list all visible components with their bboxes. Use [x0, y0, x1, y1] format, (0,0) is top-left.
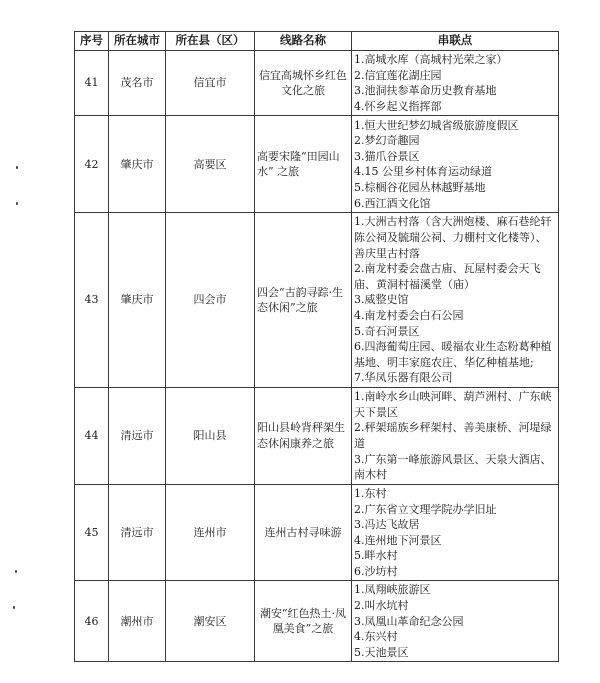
row-route: 四会“古韵寻踪·生态休闲”之旅 [255, 213, 352, 388]
row-county: 高要区 [166, 116, 255, 213]
point-item: 2.南龙村委会盘古庙、瓦屋村委会天飞庙、黄洞村福溪堂（庙） [354, 262, 541, 291]
row-points [352, 51, 559, 116]
point-item: 3.威整史馆 [354, 293, 409, 307]
point-item: 2.广东省立文理学院办学旧址 [354, 502, 497, 516]
table-row [75, 116, 559, 213]
row-city: 清远市 [109, 484, 166, 581]
point-item: 2.秤架瑶族乡秤架村、善美康桥、河堤绿道 [354, 421, 552, 450]
header-city: 所在城市 [109, 32, 166, 51]
row-route: 信宜高城怀乡红色文化之旅 [255, 51, 352, 116]
point-item: 6.四海葡萄庄园、暖福农业生态粉葛种植基地、明丰家庭农庄、华亿种植基地; [354, 340, 552, 369]
scan-speck [13, 606, 15, 609]
point-item: 4.怀乡起义指挥部 [354, 99, 442, 113]
point-item: 4.东兴村 [354, 630, 398, 644]
point-item: 1.恒大世纪梦幻城省级旅游度假区 [354, 118, 519, 132]
row-county: 信宜市 [166, 51, 255, 116]
scan-speck [15, 570, 17, 573]
point-item: 5.畔水村 [354, 549, 398, 563]
row-route: 高要宋隆“田园山水” 之旅 [255, 116, 352, 213]
row-no: 44 [75, 387, 109, 484]
header-route: 线路名称 [255, 32, 352, 51]
point-item: 1.东村 [354, 486, 387, 500]
row-no: 41 [75, 51, 109, 116]
row-city: 肇庆市 [109, 213, 166, 388]
point-item: 3.池洞扶参革命历史教育基地 [354, 84, 497, 98]
point-item: 4.南龙村委会白石公园 [354, 308, 464, 322]
header-county: 所在县（区） [166, 32, 255, 51]
table-row [75, 387, 559, 484]
row-points [352, 581, 559, 662]
row-county: 潮安区 [166, 581, 255, 662]
table-row [75, 484, 559, 581]
point-item: 1.南岭水乡山映河畔、葫芦洲村、广东峡天下景区 [354, 390, 552, 419]
point-item: 2.信宜莲花湖庄园 [354, 68, 442, 82]
point-item: 1.凤翔峡旅游区 [354, 583, 431, 597]
row-route: 阳山县岭背秤架生态休闲康养之旅 [255, 387, 352, 484]
row-city: 茂名市 [109, 51, 166, 116]
table-header-row [75, 32, 559, 51]
row-no: 45 [75, 484, 109, 581]
row-no: 42 [75, 116, 109, 213]
scan-speck [16, 202, 18, 205]
row-points [352, 387, 559, 484]
point-item: 5.棕榈谷花园丛林越野基地 [354, 180, 486, 194]
point-item: 6.沙坊村 [354, 564, 398, 578]
row-city: 清远市 [109, 387, 166, 484]
point-item: 3.猫爪谷景区 [354, 149, 420, 163]
point-item: 3.冯达飞故居 [354, 518, 420, 532]
point-item: 2.梦幻奇趣园 [354, 134, 420, 148]
tourism-route-table [74, 31, 559, 662]
table-row [75, 213, 559, 388]
row-county: 阳山县 [166, 387, 255, 484]
header-no: 序号 [75, 32, 109, 51]
point-item: 2.叫水坑村 [354, 599, 409, 613]
point-item: 5.天池景区 [354, 645, 409, 659]
row-route: 潮安“红色热土·凤凰美食”之旅 [255, 581, 352, 662]
point-item: 1.高城水库（高城村光荣之家） [354, 53, 508, 66]
row-county: 四会市 [166, 213, 255, 388]
row-points [352, 116, 559, 213]
row-no: 46 [75, 581, 109, 662]
point-item: 5.奇石河景区 [354, 324, 420, 338]
row-county: 连州市 [166, 484, 255, 581]
table-row [75, 51, 559, 116]
point-item: 1.大洲古村落（含大洲炮楼、麻石巷纶轩陈公祠及毓瑞公祠、力棚村文化楼等）、善庆里古村落 [354, 215, 552, 260]
row-route: 连州古村寻味游 [255, 484, 352, 581]
header-points: 串联点 [352, 32, 559, 51]
point-item: 4.15 公里乡村体育运动绿道 [354, 165, 492, 179]
scan-speck [16, 166, 18, 169]
row-no: 43 [75, 213, 109, 388]
table-row [75, 581, 559, 662]
row-points [352, 484, 559, 581]
point-item: 7.华凤乐器有限公司 [354, 371, 453, 385]
point-item: 6.西江酒文化馆 [354, 196, 431, 210]
row-city: 潮州市 [109, 581, 166, 662]
point-item: 3.凤凰山革命纪念公园 [354, 614, 464, 628]
row-city: 肇庆市 [109, 116, 166, 213]
point-item: 3.广东第一峰旅游风景区、天泉大酒店、南木村 [354, 452, 552, 482]
row-points [352, 213, 559, 388]
point-item: 4.连州地下河景区 [354, 533, 442, 547]
